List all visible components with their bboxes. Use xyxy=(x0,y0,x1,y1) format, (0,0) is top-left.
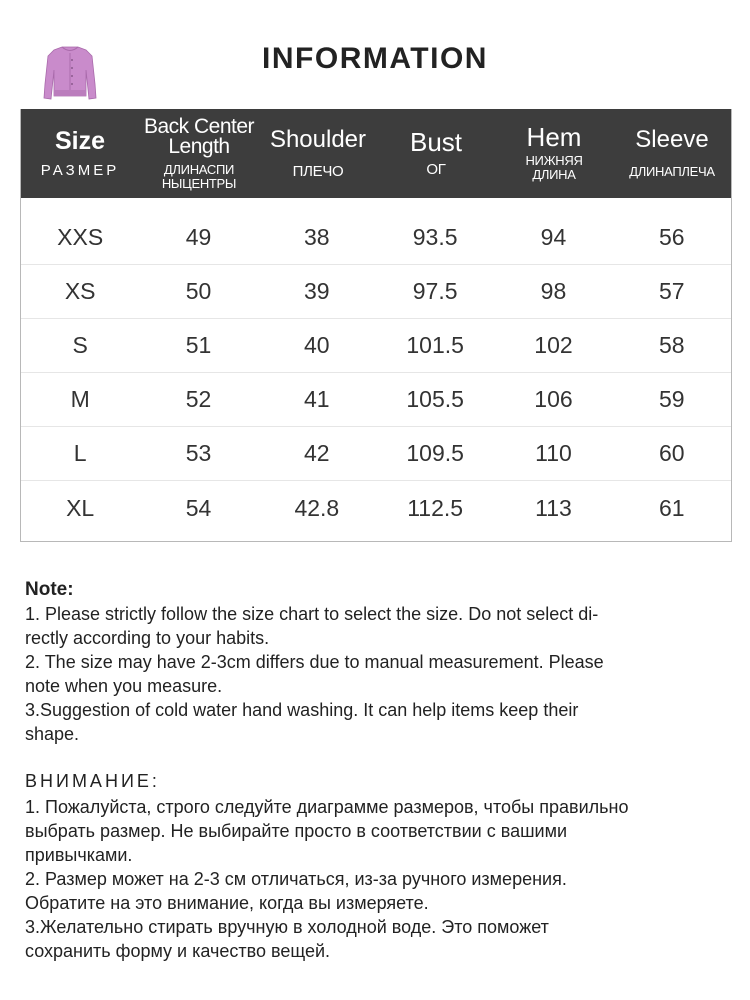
note-line: Обратите на это внимание, когда вы измеряете. xyxy=(25,893,429,913)
notes-russian xyxy=(25,769,725,963)
note-line: 2. The size may have 2-3cm differs due to manual measurement. Please xyxy=(25,652,604,672)
column-header-sleeve: Sleeve ДЛИНАПЛЕЧА xyxy=(629,125,715,179)
notes-heading-ru: ВНИМАНИЕ: xyxy=(25,771,160,791)
column-header-hem: Hem НИЖНЯЯ ДЛИНА xyxy=(525,121,583,182)
table-body xyxy=(21,198,731,535)
note-line: 1. Please strictly follow the size chart to select the size. Do not select di- xyxy=(25,604,599,624)
note-line: rectly according to your habits. xyxy=(25,628,270,648)
page-title: INFORMATION xyxy=(262,42,488,75)
note-line: note when you measure. xyxy=(25,676,223,696)
note-line: 3.Желательно стирать вручную в холодной воде. Это поможет xyxy=(25,917,549,937)
size-table xyxy=(20,109,732,542)
table-row: XL 54 42.8 112.5 113 61 xyxy=(66,494,685,521)
header xyxy=(0,0,750,108)
table-row: S 51 40 101.5 102 58 xyxy=(21,319,731,373)
note-line: привычками. xyxy=(25,845,133,865)
note-line: shape. xyxy=(25,724,80,744)
column-header-back-center-length: Back Center Length ДЛИНАСПИ НЫЦЕНТРЫ xyxy=(143,114,255,191)
note-line: 1. Пожалуйста, строго следуйте диаграмме размеров, чтобы правильно xyxy=(25,797,629,817)
column-header-shoulder: Shoulder ПЛЕЧО xyxy=(269,125,367,180)
notes-section xyxy=(25,578,725,963)
table-row: L 53 42 109.5 110 60 xyxy=(21,427,731,481)
table-row: M 52 41 105.5 106 59 xyxy=(21,373,731,427)
note-line: сохранить форму и качество вещей. xyxy=(25,941,331,961)
column-header-bust: Bust ОГ xyxy=(409,126,463,178)
table-row: XXS 49 38 93.5 94 56 xyxy=(21,211,731,265)
notes-heading: Note: xyxy=(25,579,74,600)
table-header xyxy=(21,109,731,198)
notes-english xyxy=(25,578,725,746)
note-line: 2. Размер может на 2-3 см отличаться, из-за ручного измерения. xyxy=(25,869,567,889)
table-row: XS 50 39 97.5 98 57 xyxy=(21,265,731,319)
note-line: выбрать размер. Не выбирайте просто в соответствии с вашими xyxy=(25,821,568,841)
column-header-size: Size РАЗМЕР xyxy=(40,126,120,179)
note-line: 3.Suggestion of cold water hand washing. It can help items keep their xyxy=(25,700,579,720)
